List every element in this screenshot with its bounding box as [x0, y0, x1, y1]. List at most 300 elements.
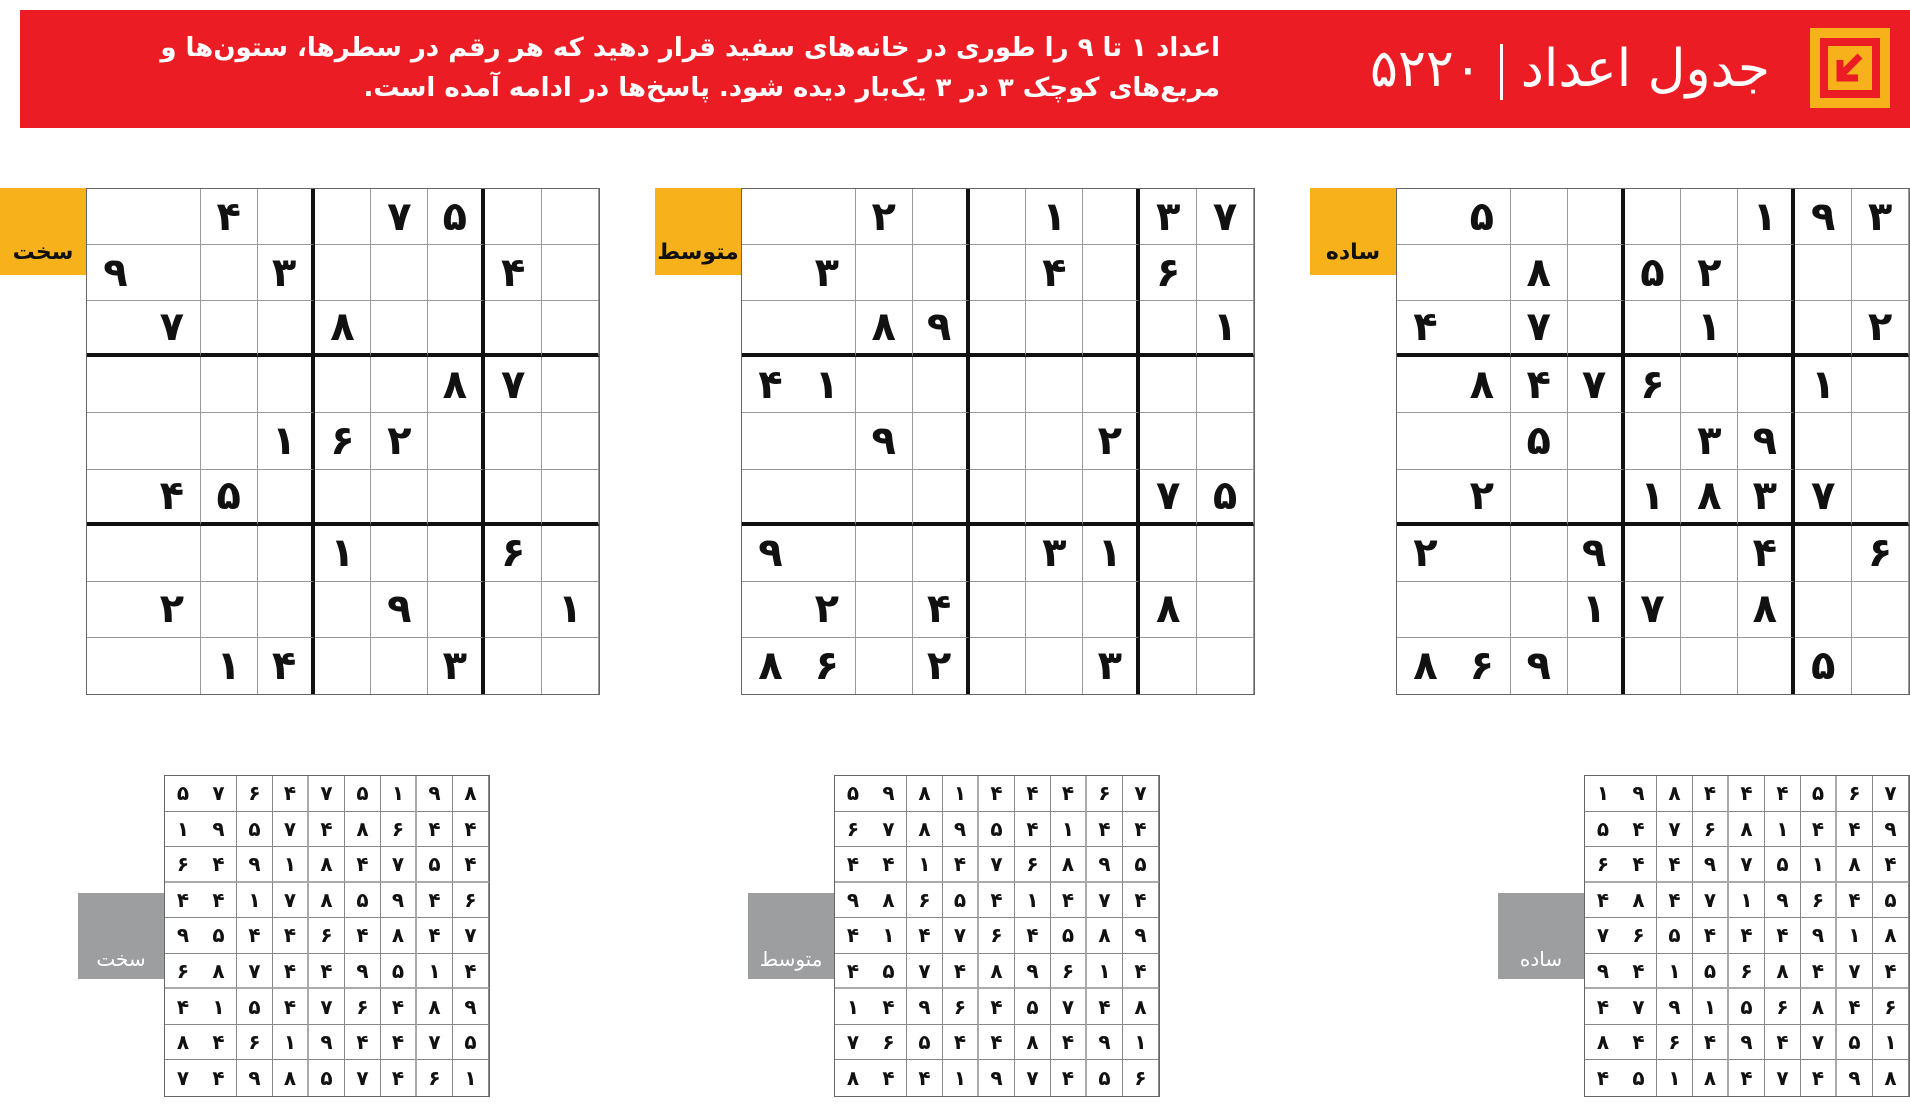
- grid-cell: [1625, 638, 1682, 694]
- grid-cell: [742, 189, 799, 245]
- grid-cell: [542, 470, 599, 526]
- title-text: جدول اعداد: [1520, 39, 1770, 99]
- grid-cell: ۸: [758, 642, 783, 689]
- grid-cell: ۴: [417, 918, 453, 954]
- grid-cell: ۲: [144, 582, 201, 638]
- grid-cell: [1568, 638, 1625, 694]
- grid-cell: ۴: [943, 847, 979, 883]
- grid-cell: ۱: [1693, 989, 1729, 1025]
- grid-cell: ۳: [1681, 413, 1738, 469]
- grid-cell: [970, 245, 1027, 301]
- grid-cell: [1795, 301, 1852, 357]
- grid-cell: ۵: [1765, 847, 1801, 883]
- grid-cell: ۸: [1087, 918, 1123, 954]
- grid-cell: [1681, 638, 1738, 694]
- grid-cell: ۷: [1140, 470, 1197, 526]
- grid-cell: ۱: [1026, 189, 1083, 245]
- grid-cell: [87, 301, 144, 357]
- grid-cell: ۸: [1015, 1025, 1051, 1061]
- grid-cell: ۴: [835, 954, 871, 990]
- grid-cell: [1852, 638, 1909, 694]
- grid-cell: ۴: [1596, 1066, 1610, 1091]
- grid-cell: [1140, 357, 1197, 413]
- grid-cell: [87, 582, 144, 638]
- grid-cell: ۱: [835, 989, 871, 1025]
- grid-cell: [201, 582, 258, 638]
- grid-cell: [87, 189, 144, 245]
- grid-cell: ۵: [237, 812, 273, 848]
- grid-cell: [371, 357, 428, 413]
- grid-cell: ۹: [907, 989, 943, 1025]
- hard-label: سخت: [0, 188, 86, 275]
- grid-cell: [201, 301, 258, 357]
- grid-cell: ۴: [381, 1060, 417, 1096]
- grid-cell: [1026, 357, 1083, 413]
- grid-cell: ۶: [1801, 883, 1837, 919]
- grid-cell: ۹: [237, 1060, 273, 1096]
- hard-answer-label: سخت: [78, 893, 164, 979]
- grid-cell: [315, 189, 372, 245]
- grid-cell: ۹: [943, 812, 979, 848]
- grid-cell: ۴: [1585, 883, 1621, 919]
- grid-cell: ۹: [309, 1025, 345, 1061]
- grid-cell: ۴: [273, 776, 309, 812]
- grid-cell: ۶: [1051, 954, 1087, 990]
- grid-cell: ۶: [417, 1060, 453, 1096]
- page-title: [1370, 34, 1770, 104]
- grid-cell: ۱: [1568, 582, 1625, 638]
- grid-cell: ۶: [1729, 954, 1765, 990]
- grid-cell: ۹: [742, 526, 799, 582]
- grid-cell: ۷: [1621, 989, 1657, 1025]
- hard-puzzle-grid: [86, 188, 600, 695]
- grid-cell: [144, 413, 201, 469]
- grid-cell: ۲: [913, 638, 970, 694]
- corner-arrow-icon: [1810, 28, 1890, 108]
- grid-cell: [1197, 357, 1254, 413]
- grid-cell: ۴: [943, 1025, 979, 1061]
- grid-cell: [542, 301, 599, 357]
- grid-cell: ۴: [273, 918, 309, 954]
- grid-cell: ۶: [1873, 989, 1909, 1025]
- grid-cell: [913, 189, 970, 245]
- grid-cell: ۱: [871, 918, 907, 954]
- grid-cell: [1083, 357, 1140, 413]
- grid-cell: ۴: [453, 812, 489, 848]
- grid-cell: [258, 301, 315, 357]
- grid-cell: ۴: [1693, 1025, 1729, 1061]
- grid-cell: ۶: [1852, 526, 1909, 582]
- grid-cell: ۷: [1729, 847, 1765, 883]
- grid-cell: ۱: [1197, 301, 1254, 357]
- grid-cell: ۴: [1837, 883, 1873, 919]
- grid-cell: [742, 245, 799, 301]
- grid-cell: [315, 357, 372, 413]
- grid-cell: [315, 582, 372, 638]
- grid-cell: ۲: [1397, 526, 1454, 582]
- grid-cell: [742, 301, 799, 357]
- grid-cell: ۶: [943, 989, 979, 1025]
- grid-cell: ۸: [315, 301, 372, 357]
- grid-cell: [856, 357, 913, 413]
- grid-cell: ۴: [1837, 989, 1873, 1025]
- grid-cell: [258, 189, 315, 245]
- grid-cell: ۴: [417, 812, 453, 848]
- grid-cell: ۱: [1087, 954, 1123, 990]
- grid-cell: [1454, 301, 1511, 357]
- grid-cell: ۷: [237, 954, 273, 990]
- grid-cell: ۹: [1657, 989, 1693, 1025]
- grid-cell: ۷: [871, 812, 907, 848]
- grid-cell: ۷: [201, 776, 237, 812]
- grid-cell: ۷: [453, 918, 489, 954]
- grid-cell: [1681, 582, 1738, 638]
- grid-cell: ۸: [453, 776, 489, 812]
- grid-cell: [371, 526, 428, 582]
- grid-cell: ۸: [1140, 582, 1197, 638]
- grid-cell: ۸: [1837, 847, 1873, 883]
- grid-cell: ۳: [799, 245, 856, 301]
- grid-cell: ۴: [1621, 812, 1657, 848]
- grid-cell: [542, 638, 599, 694]
- grid-cell: [799, 526, 856, 582]
- grid-cell: ۷: [1837, 954, 1873, 990]
- grid-cell: ۸: [345, 812, 381, 848]
- grid-cell: [1738, 301, 1795, 357]
- grid-cell: ۹: [1015, 954, 1051, 990]
- grid-cell: ۴: [1738, 526, 1795, 582]
- grid-cell: ۱: [1681, 301, 1738, 357]
- grid-cell: [1397, 189, 1454, 245]
- grid-cell: [258, 582, 315, 638]
- grid-cell: ۶: [871, 1025, 907, 1061]
- grid-cell: ۶: [237, 1025, 273, 1061]
- grid-cell: ۴: [345, 918, 381, 954]
- grid-cell: [1852, 413, 1909, 469]
- grid-cell: ۷: [1625, 582, 1682, 638]
- grid-cell: ۷: [1568, 357, 1625, 413]
- grid-cell: ۱: [381, 776, 417, 812]
- easy-answer-grid: [1584, 775, 1910, 1097]
- grid-cell: ۹: [1738, 413, 1795, 469]
- grid-cell: ۴: [1087, 812, 1123, 848]
- grid-cell: ۱: [943, 776, 979, 812]
- grid-cell: [1625, 301, 1682, 357]
- grid-cell: [1083, 470, 1140, 526]
- grid-cell: ۲: [799, 582, 856, 638]
- grid-cell: ۷: [345, 1060, 381, 1096]
- grid-cell: ۵: [1197, 470, 1254, 526]
- grid-cell: ۸: [309, 883, 345, 919]
- grid-cell: ۵: [1015, 989, 1051, 1025]
- grid-cell: ۹: [1795, 189, 1852, 245]
- grid-cell: [1681, 189, 1738, 245]
- grid-cell: ۷: [1657, 812, 1693, 848]
- grid-cell: ۱: [1657, 954, 1693, 990]
- grid-cell: ۴: [1729, 1060, 1765, 1096]
- grid-cell: [1397, 582, 1454, 638]
- grid-cell: ۶: [315, 413, 372, 469]
- grid-cell: ۸: [417, 989, 453, 1025]
- grid-cell: ۷: [485, 357, 542, 413]
- grid-cell: ۸: [1873, 1060, 1909, 1096]
- grid-cell: ۱: [165, 812, 201, 848]
- grid-cell: ۱: [1051, 812, 1087, 848]
- grid-cell: ۷: [417, 1025, 453, 1061]
- grid-cell: [799, 301, 856, 357]
- grid-cell: ۴: [165, 989, 201, 1025]
- grid-cell: ۴: [1657, 847, 1693, 883]
- grid-cell: ۴: [1621, 954, 1657, 990]
- grid-cell: [742, 470, 799, 526]
- grid-cell: [371, 301, 428, 357]
- grid-cell: ۴: [1123, 954, 1159, 990]
- hard-answer-grid: [164, 775, 490, 1097]
- grid-cell: [371, 470, 428, 526]
- grid-cell: ۴: [1087, 989, 1123, 1025]
- grid-cell: ۹: [913, 301, 970, 357]
- grid-cell: ۹: [1729, 1025, 1765, 1061]
- grid-cell: ۱: [201, 989, 237, 1025]
- grid-cell: ۵: [1837, 1025, 1873, 1061]
- grid-cell: ۴: [309, 812, 345, 848]
- grid-cell: ۹: [835, 883, 871, 919]
- grid-cell: ۲: [1083, 413, 1140, 469]
- grid-cell: ۶: [485, 526, 542, 582]
- grid-cell: ۴: [1123, 883, 1159, 919]
- grid-cell: [1738, 638, 1795, 694]
- grid-cell: ۹: [979, 1060, 1015, 1096]
- grid-cell: ۹: [237, 847, 273, 883]
- grid-cell: ۴: [201, 883, 237, 919]
- grid-cell: ۴: [1657, 883, 1693, 919]
- grid-cell: ۷: [371, 189, 428, 245]
- grid-cell: ۴: [1801, 812, 1837, 848]
- grid-cell: ۴: [1123, 812, 1159, 848]
- grid-cell: ۶: [1765, 989, 1801, 1025]
- grid-cell: [1738, 357, 1795, 413]
- grid-cell: ۶: [453, 883, 489, 919]
- grid-cell: ۶: [1140, 245, 1197, 301]
- grid-cell: ۶: [1657, 1025, 1693, 1061]
- easy-puzzle-grid: [1396, 188, 1910, 695]
- grid-cell: ۸: [907, 776, 943, 812]
- grid-cell: ۹: [1621, 776, 1657, 812]
- grid-cell: ۴: [1051, 776, 1087, 812]
- grid-cell: ۳: [1140, 189, 1197, 245]
- grid-cell: ۶: [1015, 847, 1051, 883]
- grid-cell: [1795, 526, 1852, 582]
- grid-cell: [1454, 245, 1511, 301]
- grid-cell: ۴: [871, 989, 907, 1025]
- grid-cell: ۵: [1795, 638, 1852, 694]
- grid-cell: ۵: [871, 954, 907, 990]
- grid-cell: [970, 301, 1027, 357]
- grid-cell: ۵: [345, 883, 381, 919]
- medium-puzzle-grid: [741, 188, 1255, 695]
- grid-cell: [970, 470, 1027, 526]
- grid-cell: ۶: [799, 638, 856, 694]
- grid-cell: [1681, 357, 1738, 413]
- grid-cell: ۴: [237, 918, 273, 954]
- issue-number: ۵۲۲۰: [1370, 39, 1482, 99]
- grid-cell: ۸: [1693, 1060, 1729, 1096]
- grid-cell: ۴: [201, 847, 237, 883]
- easy-answer-label: ساده: [1498, 893, 1584, 979]
- grid-cell: ۴: [1397, 301, 1454, 357]
- grid-cell: ۵: [835, 776, 871, 812]
- grid-cell: [1140, 301, 1197, 357]
- grid-cell: ۱: [1801, 847, 1837, 883]
- grid-cell: [1083, 582, 1140, 638]
- grid-cell: ۹: [453, 989, 489, 1025]
- grid-cell: ۵: [201, 470, 258, 526]
- grid-cell: ۷: [1511, 301, 1568, 357]
- grid-cell: ۸: [201, 954, 237, 990]
- grid-cell: ۷: [309, 776, 345, 812]
- grid-cell: [428, 245, 485, 301]
- grid-cell: ۸: [1585, 1025, 1621, 1061]
- grid-cell: ۹: [1123, 918, 1159, 954]
- grid-cell: ۵: [907, 1025, 943, 1061]
- grid-cell: ۲: [1852, 301, 1909, 357]
- grid-cell: ۴: [1873, 954, 1909, 990]
- grid-cell: ۵: [1511, 413, 1568, 469]
- grid-cell: [485, 301, 542, 357]
- grid-cell: ۲: [1454, 470, 1511, 526]
- grid-cell: ۱: [273, 847, 309, 883]
- grid-cell: [428, 301, 485, 357]
- medium-answer-label: متوسط: [748, 893, 834, 979]
- grid-cell: ۶: [165, 847, 201, 883]
- grid-cell: ۸: [1051, 847, 1087, 883]
- grid-cell: [1511, 526, 1568, 582]
- grid-cell: [1625, 413, 1682, 469]
- grid-cell: ۴: [979, 989, 1015, 1025]
- grid-cell: [428, 526, 485, 582]
- grid-cell: ۴: [1729, 776, 1765, 812]
- grid-cell: [315, 470, 372, 526]
- grid-cell: [1852, 582, 1909, 638]
- grid-cell: ۴: [979, 776, 1015, 812]
- grid-cell: ۵: [309, 1060, 345, 1096]
- grid-cell: [1197, 245, 1254, 301]
- grid-cell: [913, 526, 970, 582]
- grid-cell: [144, 189, 201, 245]
- grid-cell: [428, 470, 485, 526]
- grid-cell: [1625, 526, 1682, 582]
- grid-cell: ۴: [1585, 989, 1621, 1025]
- grid-cell: [485, 413, 542, 469]
- grid-cell: ۶: [835, 812, 871, 848]
- grid-cell: ۱: [1738, 189, 1795, 245]
- grid-cell: ۴: [1873, 847, 1909, 883]
- grid-cell: ۹: [201, 812, 237, 848]
- grid-cell: ۴: [201, 1060, 237, 1096]
- grid-cell: [258, 470, 315, 526]
- grid-cell: [201, 245, 258, 301]
- grid-cell: ۸: [309, 847, 345, 883]
- grid-cell: ۹: [87, 245, 144, 301]
- grid-cell: ۷: [1873, 776, 1909, 812]
- grid-cell: ۵: [1693, 954, 1729, 990]
- grid-cell: [1738, 245, 1795, 301]
- grid-cell: ۴: [907, 918, 943, 954]
- grid-cell: [856, 638, 913, 694]
- grid-cell: [799, 470, 856, 526]
- grid-cell: ۴: [742, 357, 799, 413]
- grid-cell: ۲: [1681, 245, 1738, 301]
- grid-cell: [87, 357, 144, 413]
- grid-cell: [1197, 526, 1254, 582]
- grid-cell: ۹: [1873, 812, 1909, 848]
- grid-cell: ۷: [1051, 989, 1087, 1025]
- grid-cell: [1083, 245, 1140, 301]
- grid-cell: ۳: [258, 245, 315, 301]
- grid-cell: ۴: [1837, 812, 1873, 848]
- grid-cell: [1795, 413, 1852, 469]
- grid-cell: [1852, 357, 1909, 413]
- grid-cell: [1140, 413, 1197, 469]
- grid-cell: ۱: [542, 582, 599, 638]
- grid-cell: ۵: [1657, 918, 1693, 954]
- header-banner: [20, 10, 1910, 128]
- grid-cell: [485, 189, 542, 245]
- grid-cell: ۱: [1657, 1060, 1693, 1096]
- grid-cell: ۵: [417, 847, 453, 883]
- grid-cell: ۱: [799, 357, 856, 413]
- grid-cell: [1511, 470, 1568, 526]
- grid-cell: ۴: [979, 1025, 1015, 1061]
- grid-cell: [485, 470, 542, 526]
- grid-cell: ۴: [1693, 776, 1729, 812]
- grid-cell: [258, 526, 315, 582]
- grid-cell: [856, 526, 913, 582]
- grid-cell: ۵: [1087, 1060, 1123, 1096]
- grid-cell: ۴: [381, 989, 417, 1025]
- grid-cell: ۴: [273, 954, 309, 990]
- grid-cell: ۱: [1873, 1025, 1909, 1061]
- grid-cell: ۵: [345, 776, 381, 812]
- grid-cell: ۴: [871, 847, 907, 883]
- grid-cell: ۴: [453, 847, 489, 883]
- grid-cell: ۴: [165, 883, 201, 919]
- grid-cell: ۱: [201, 638, 258, 694]
- grid-cell: ۴: [1051, 1025, 1087, 1061]
- grid-cell: [87, 638, 144, 694]
- grid-cell: ۱: [1015, 883, 1051, 919]
- grid-cell: ۱: [1123, 1025, 1159, 1061]
- grid-cell: ۹: [417, 776, 453, 812]
- grid-cell: [1454, 582, 1511, 638]
- grid-cell: ۴: [1051, 883, 1087, 919]
- grid-cell: ۸: [165, 1025, 201, 1061]
- grid-cell: ۶: [381, 812, 417, 848]
- grid-cell: ۴: [1621, 1025, 1657, 1061]
- grid-cell: ۶: [1837, 776, 1873, 812]
- grid-cell: [1197, 582, 1254, 638]
- grid-cell: [144, 638, 201, 694]
- grid-cell: ۷: [1795, 470, 1852, 526]
- grid-cell: ۵: [381, 954, 417, 990]
- grid-cell: [542, 526, 599, 582]
- grid-cell: [1511, 189, 1568, 245]
- grid-cell: [542, 413, 599, 469]
- grid-cell: [1795, 245, 1852, 301]
- grid-cell: [1397, 245, 1454, 301]
- grid-cell: [485, 582, 542, 638]
- grid-cell: [1625, 189, 1682, 245]
